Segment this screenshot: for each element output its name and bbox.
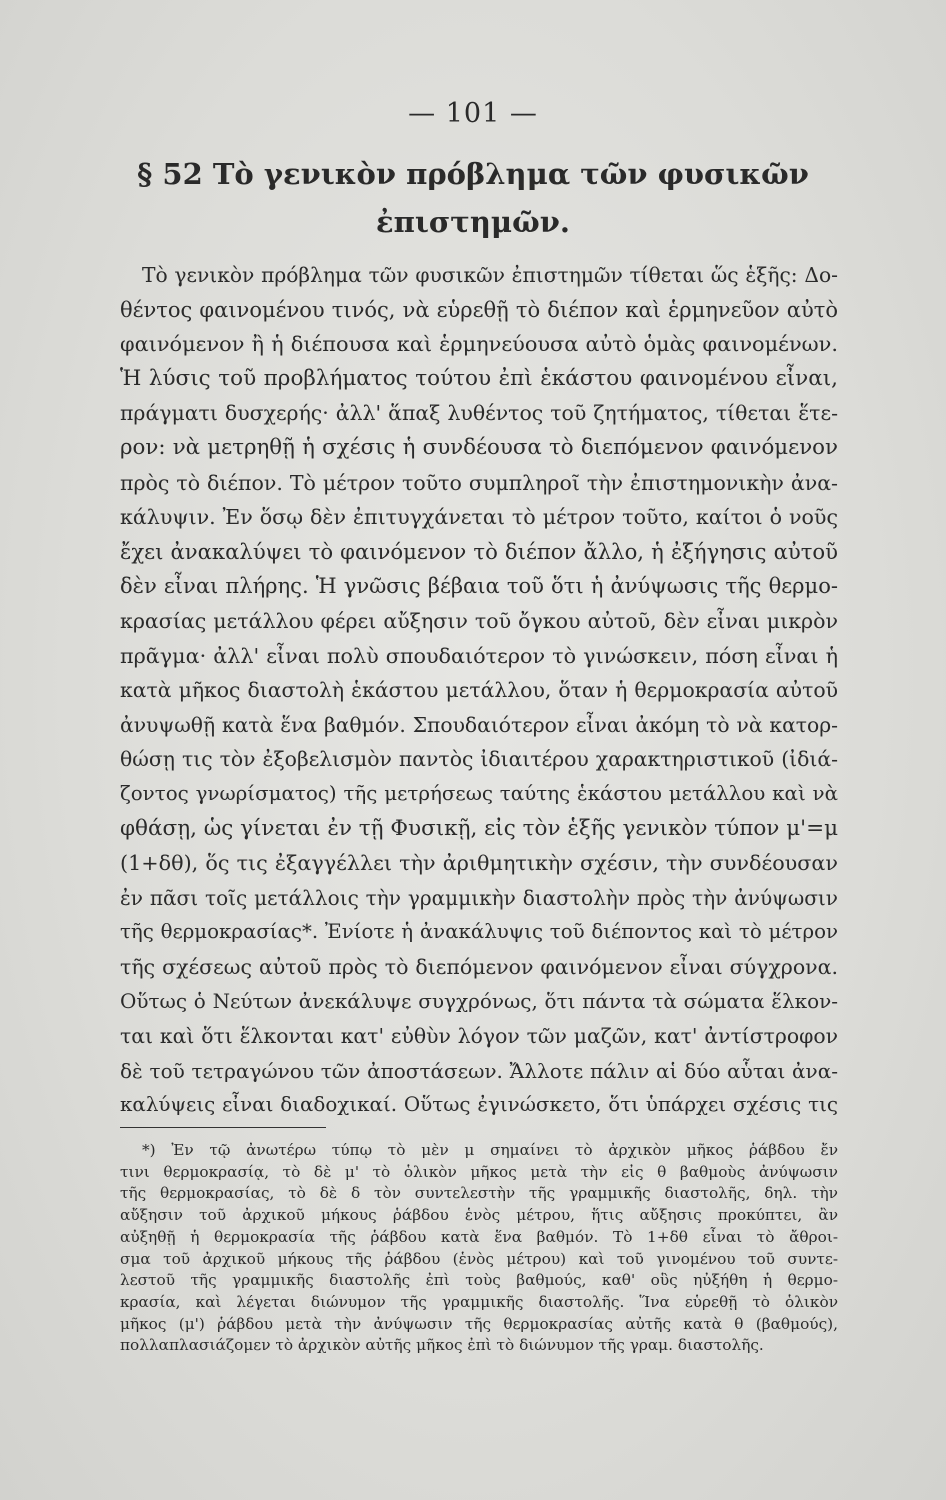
section-heading-line: ἐπιστημῶν. [376,205,570,239]
body-line: τῆς θερμοκρασίας*. Ἐνίοτε ἡ ἀνακάλυψις τοῦ διέποντος καὶ τὸ μέτρον [120,920,838,944]
body-line: δὲν εἶναι πλήρης. Ἡ γνῶσις βέβαια τοῦ ὅτι ἡ ἀνύψωσις τῆς θερμο- [120,573,838,599]
footnote-line: μῆκος (μ') ῥάβδου μετὰ τὴν ἀνύψωσιν τῆς θερμοκρασίας αὐτῆς κατὰ θ (βαθμούς), [120,1314,838,1333]
body-line: πράγματι δυσχερής· ἀλλ' ἅπαξ λυθέντος τοῦ ζητήματος, τίθεται ἕτε- [120,401,838,426]
body-line: ρον: νὰ μετρηθῇ ἡ σχέσις ἡ συνδέουσα τὸ διεπόμενον φαινόμενον [120,434,838,460]
body-line: πρὸς τὸ διέπον. Τὸ μέτρον τοῦτο συμπληροῖ τὴν ἐπιστημονικὴν ἀνα- [120,470,838,495]
body-line: Ἡ λύσις τοῦ προβλήματος τούτου ἐπὶ ἑκάστου φαινομένου εἶναι, [120,365,838,391]
footnote-line: σμα τοῦ ἀρχικοῦ μήκους τῆς ῥάβδου (ἑνὸς μέτρου) καὶ τοῦ γινομένου τοῦ συντε- [120,1249,838,1268]
body-line: Τὸ γενικὸν πρόβλημα τῶν φυσικῶν ἐπιστημῶν τίθεται ὥς ἑξῆς: Δο- [142,263,838,287]
body-line: κατὰ μῆκος διαστολὴ ἑκάστου μετάλλου, ὅταν ἡ θερμοκρασία αὐτοῦ [120,678,838,703]
footnote-line: κρασία, καὶ λέγεται διώνυμον τῆς γραμμικῆς διαστολῆς. Ἵνα εὑρεθῇ τὸ ὁλικὸν [120,1292,838,1311]
body-line: κρασίας μετάλλου φέρει αὔξησιν τοῦ ὄγκου αὐτοῦ, δὲν εἶναι μικρὸν [120,608,838,633]
body-line: φαινόμενον ἢ ἡ διέπουσα καὶ ἑρμηνεύουσα αὐτὸ ὁμὰς φαινομένων. [120,332,838,357]
body-line: ζοντος γνωρίσματος) τῆς μετρήσεως ταύτης ἑκάστου μετάλλου καὶ νὰ [120,781,838,805]
body-paragraph [120,258,838,1123]
footnote-line: τινι θερμοκρασίᾳ, τὸ δὲ μ' τὸ ὁλικὸν μῆκος μετὰ τὴν εἰς θ βαθμοὺς ἀνύψωσιν [120,1162,838,1181]
body-line: πρᾶγμα· ἀλλ' εἶναι πολὺ σπουδαιότερον τὸ γινώσκειν, πόση εἶναι ἡ [120,643,838,668]
body-line: ἔχει ἀνακαλύψει τὸ φαινόμενον τὸ διέπον ἄλλο, ἡ ἐξήγησις αὐτοῦ [120,538,838,564]
body-line: θέντος φαινομένου τινός, νὰ εὑρεθῇ τὸ διέπον καὶ ἑρμηνεῦον αὐτὸ [120,296,838,322]
footnote-line: λεστοῦ τῆς γραμμικῆς διαστολῆς ἐπὶ τοὺς βαθμούς, καθ' οὓς ηὐξήθη ἡ θερμο- [120,1271,838,1290]
page-number: — 101 — [408,98,538,129]
footnote-line: πολλαπλασιάζομεν τὸ ἀρχικὸν αὐτῆς μῆκος ἐπὶ τὸ διώνυμον τῆς γραμ. διαστολῆς. [120,1336,764,1355]
body-line: ἐν πᾶσι τοῖς μετάλλοις τὴν γραμμικὴν διαστολὴν πρὸς τὴν ἀνύψωσιν [120,885,838,910]
body-line: (1+δθ), ὅς τις ἐξαγγέλλει τὴν ἀριθμητικὴν σχέσιν, τὴν συνδέουσαν [120,851,838,876]
body-line: φθάσῃ, ὡς γίνεται ἐν τῇ Φυσικῇ, εἰς τὸν ἑξῆς γενικὸν τύπον μ'=μ [120,815,839,841]
footnote [120,1140,838,1357]
body-line: ἀνυψωθῇ κατὰ ἕνα βαθμόν. Σπουδαιότερον εἶναι ἀκόμη τὸ νὰ κατορ- [120,712,838,737]
footnote-line: αὔξησιν τοῦ ἀρχικοῦ μήκους ῥάβδου ἑνὸς μέτρου, ἥτις αὔξησις προκύπτει, ἂν [120,1206,838,1225]
body-line: Οὕτως ὁ Νεύτων ἀνεκάλυψε συγχρόνως, ὅτι πάντα τὰ σώματα ἕλκον- [120,989,838,1014]
footnote-line: αὐξηθῇ ἡ θερμοκρασία τῆς ῥάβδου κατὰ ἕνα βαθμόν. Τὸ 1+δθ εἶναι τὸ ἄθροι- [120,1227,838,1246]
footnote-line: τῆς θερμοκρασίας, τὸ δὲ δ τὸν συντελεστὴν τῆς γραμμικῆς διαστολῆς, δηλ. τὴν [120,1184,838,1203]
footnote-divider [120,1127,326,1128]
footnote-line: *) Ἐν τῷ ἀνωτέρω τύπῳ τὸ μὲν μ σημαίνει τὸ ἀρχικὸν μῆκος ῥάβδου ἔν [142,1141,838,1159]
section-heading-line: § 52 Τὸ γενικὸν πρόβλημα τῶν φυσικῶν [137,157,809,191]
body-line: θώσῃ τις τὸν ἐξοβελισμὸν παντὸς ἰδιαιτέρου χαρακτηριστικοῦ (ἰδιά- [120,747,838,772]
body-line: δὲ τοῦ τετραγώνου τῶν ἀποστάσεων. Ἄλλοτε πάλιν αἱ δύο αὗται ἀνα- [120,1058,838,1083]
body-line: κάλυψιν. Ἐν ὅσῳ δὲν ἐπιτυγχάνεται τὸ μέτρον τοῦτο, καίτοι ὁ νοῦς [120,505,838,530]
body-line: ται καὶ ὅτι ἕλκονται κατ' εὐθὺν λόγον τῶν μαζῶν, κατ' ἀντίστροφον [120,1024,838,1049]
body-line: τῆς σχέσεως αὐτοῦ πρὸς τὸ διεπόμενον φαινόμενον εἶναι σύγχρονα. [120,954,838,979]
body-line: καλύψεις εἶναι διαδοχικαί. Οὕτως ἐγινώσκετο, ὅτι ὑπάρχει σχέσις τις [120,1093,838,1117]
section-heading [60,150,886,246]
